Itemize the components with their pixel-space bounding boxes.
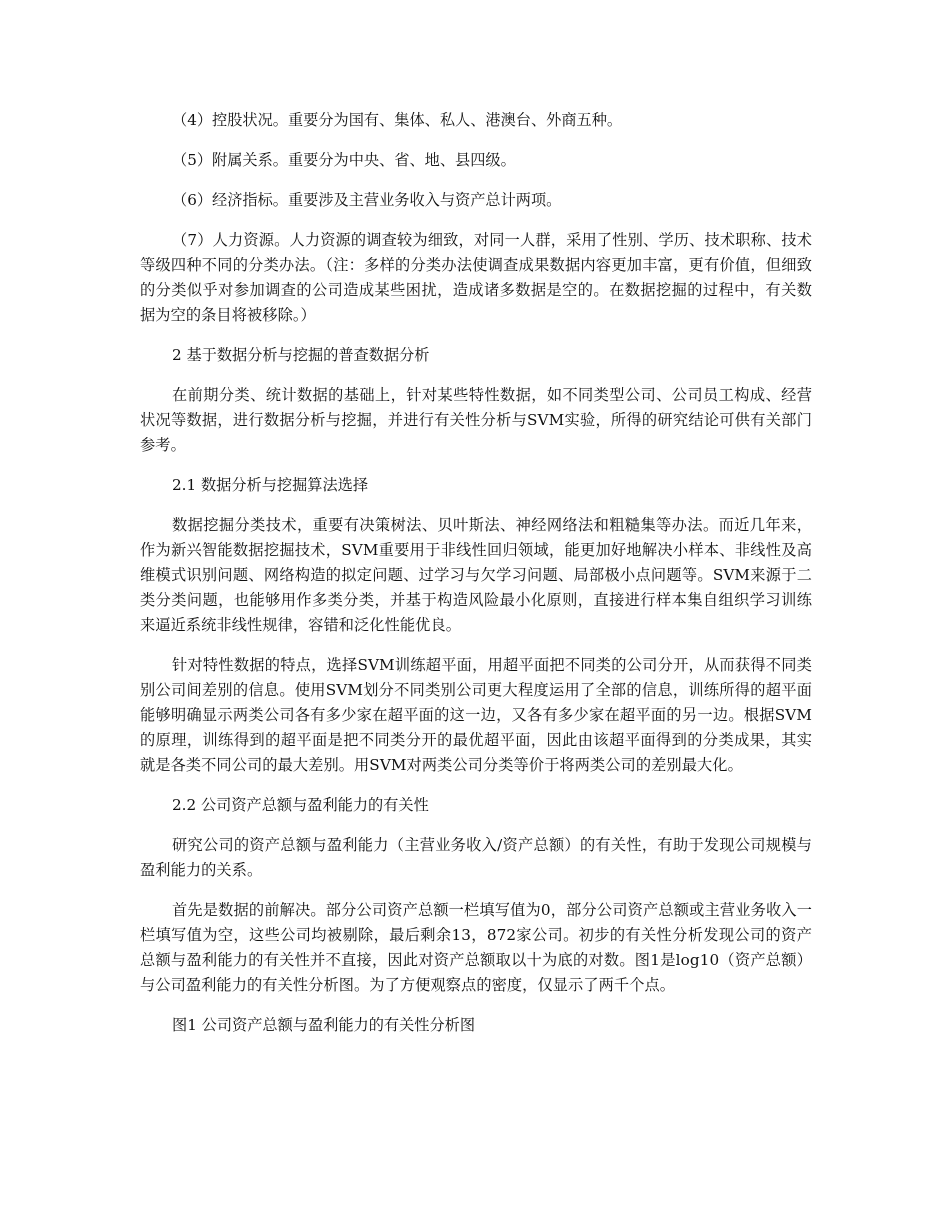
- algorithm-selection-paragraph: 数据挖掘分类技术，重要有决策树法、贝叶斯法、神经网络法和粗糙集等办法。而近几年来，作为新兴智能数据挖掘技术，SVM重要用于非线性回归领域，能更加好地解决小样本、非线性及高维模式识别问题、网络构造的拟定问题、过学习与欠学习问题、局部极小点问题等。SVM来源于二类分类问题，也能够用作多类分类，并基于构造风险最小化原则，直接进行样本集自组织学习训练来逼近系统非线性规律，容错和泛化性能优良。: [140, 516, 812, 634]
- list-item-human-resources: （7）人力资源。人力资源的调查较为细致，对同一人群，采用了性别、学历、技术职称、技术等级四种不同的分类办法。（注：多样的分类办法使调查成果数据内容更加丰富，更有价值，但细致的分类似乎对参加调查的公司造成某些困扰，造成诸多数据是空的。在数据挖掘的过程中，有关数据为空的条目将被移除。）: [140, 231, 812, 324]
- section-heading-2-1: 2.1 数据分析与挖掘算法选择: [172, 476, 369, 494]
- list-item-economic-indicators: （6）经济指标。重要涉及主营业务收入与资产总计两项。: [172, 191, 562, 209]
- section-heading-2: 2 基于数据分析与挖掘的普查数据分析: [172, 346, 430, 364]
- figure-caption: 图1 公司资产总额与盈利能力的有关性分析图: [172, 1016, 476, 1034]
- list-item-holding-status: （4）控股状况。重要分为国有、集体、私人、港澳台、外商五种。: [172, 111, 623, 129]
- document-page: [140, 108, 812, 1053]
- list-item-affiliation: （5）附属关系。重要分为中央、省、地、县四级。: [172, 151, 516, 169]
- correlation-study-paragraph: 研究公司的资产总额与盈利能力（主营业务收入/资产总额）的有关性，有助于发现公司规模与盈利能力的关系。: [140, 836, 812, 879]
- data-preprocessing-paragraph: 首先是数据的前解决。部分公司资产总额一栏填写值为0，部分公司资产总额或主营业务收入一栏填写值为空，这些公司均被剔除，最后剩余13，872家公司。初步的有关性分析发现公司的资产总额与盈利能力的有关性并不直接，因此对资产总额取以十为底的对数。图1是log10（资产总额）与公司盈利能力的有关性分析图。为了方便观察点的密度，仅显示了两千个点。: [140, 901, 812, 994]
- section-heading-2-2: 2.2 公司资产总额与盈利能力的有关性: [172, 796, 429, 814]
- section-2-intro-paragraph: 在前期分类、统计数据的基础上，针对某些特性数据，如不同类型公司、公司员工构成、经营状况等数据，进行数据分析与挖掘，并进行有关性分析与SVM实验，所得的研究结论可供有关部门参考。: [140, 386, 812, 454]
- svm-hyperplane-paragraph: 针对特性数据的特点，选择SVM训练超平面，用超平面把不同类的公司分开，从而获得不同类别公司间差别的信息。使用SVM划分不同类别公司更大程度运用了全部的信息，训练所得的超平面能够明确显示两类公司各有多少家在超平面的这一边，又各有多少家在超平面的另一边。根据SVM的原理，训练得到的超平面是把不同类分开的最优超平面，因此由该超平面得到的分类成果，其实就是各类不同公司的最大差别。用SVM对两类公司分类等价于将两类公司的差别最大化。: [140, 656, 812, 774]
